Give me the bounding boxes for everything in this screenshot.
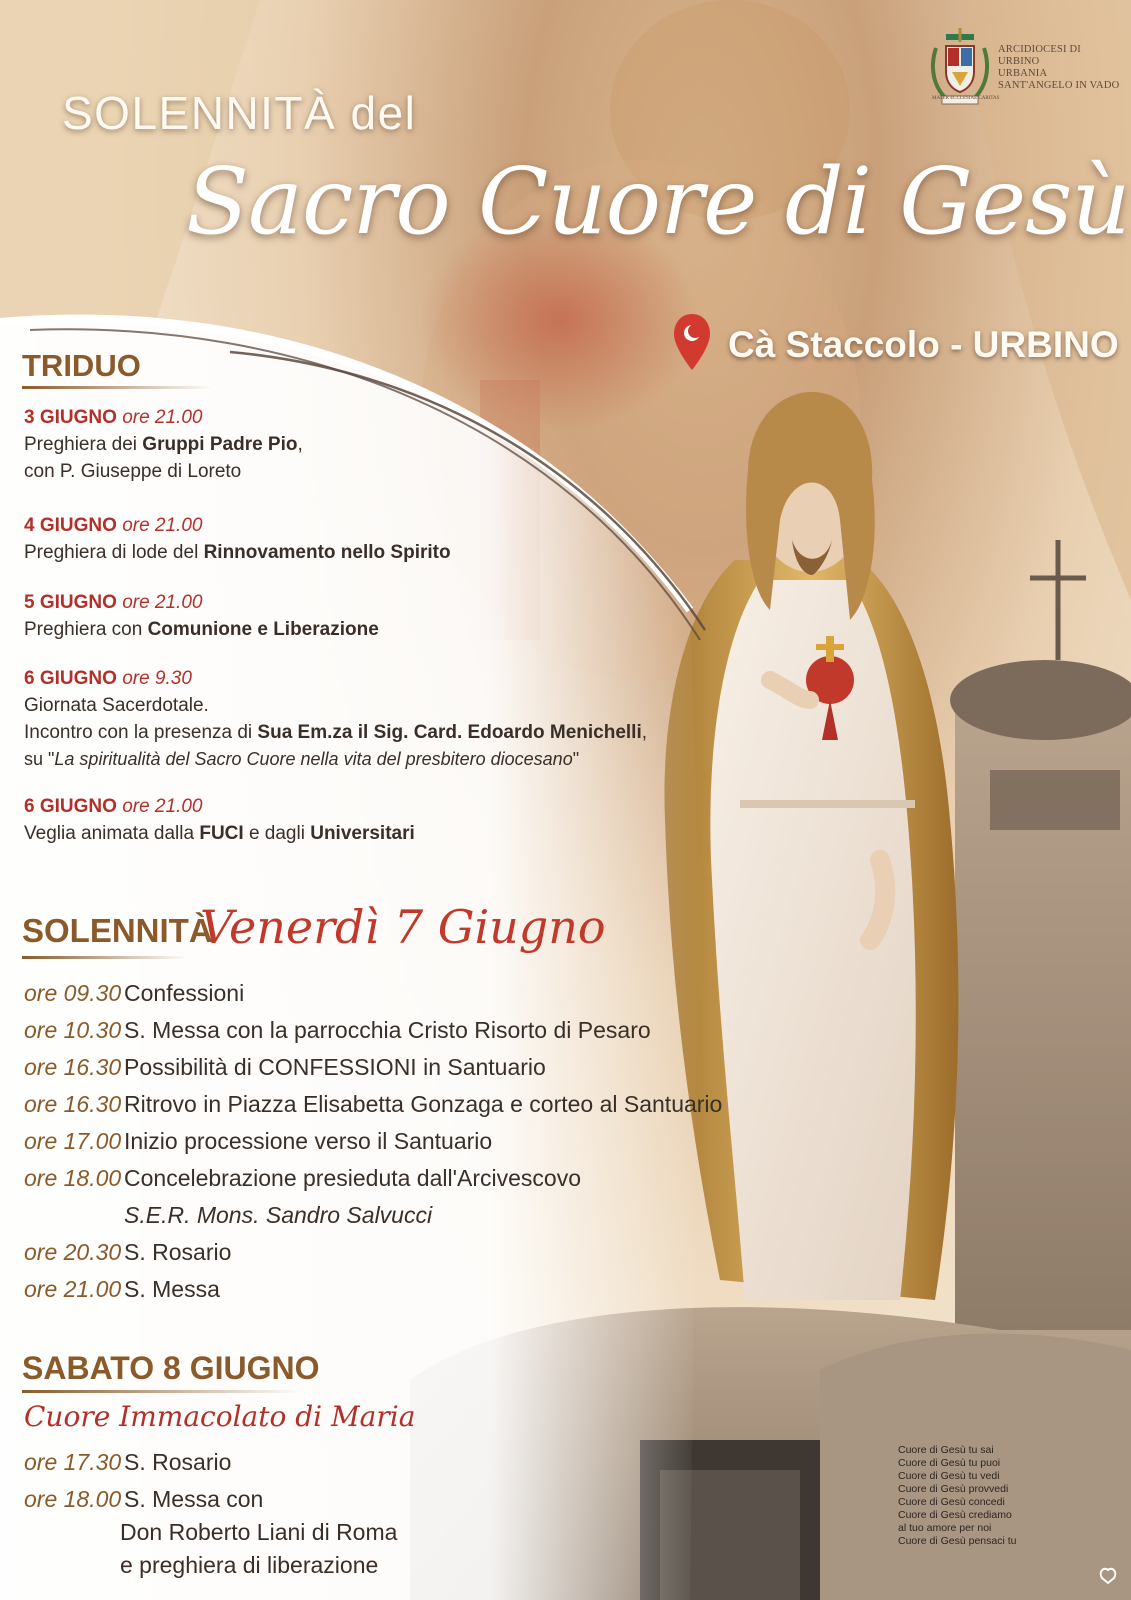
event-text: Giornata Sacerdotale.: [24, 695, 209, 716]
triduo-underline: [22, 386, 212, 389]
event-text: Preghiera con: [24, 619, 148, 640]
event-date: 3 GIUGNO: [24, 407, 117, 428]
triduo-event: [24, 404, 684, 485]
schedule-row: [24, 1012, 684, 1049]
map-pin-icon: [672, 312, 712, 372]
event-text-italic: La spiritualità del Sacro Cuore nella vita del presbitero diocesano: [54, 749, 573, 769]
schedule-text: Ritrovo in Piazza Elisabetta Gonzaga e corteo al Santuario: [124, 1091, 723, 1117]
sabato-heading: SABATO 8 GIUGNO: [22, 1350, 320, 1386]
schedule-row: [24, 1516, 684, 1549]
schedule-row: [24, 975, 684, 1012]
sabato-subtitle: Cuore Immacolato di Maria: [24, 1400, 416, 1433]
schedule-time: ore 10.30: [24, 1017, 122, 1043]
schedule-time: ore 18.00: [24, 1165, 122, 1191]
event-text: su ": [24, 749, 55, 769]
schedule-row: [24, 1483, 684, 1516]
prayer-line: Cuore di Gesù provvedi: [898, 1483, 1009, 1495]
event-time: ore 21.00: [122, 407, 203, 428]
event-text: ,: [297, 434, 303, 455]
designer-mark-icon: [1096, 1562, 1120, 1586]
event-text-bold: Comunione e Liberazione: [147, 619, 379, 640]
schedule-text: Confessioni: [124, 980, 245, 1006]
schedule-text: Possibilità di CONFESSIONI in Santuario: [124, 1054, 546, 1080]
logo-line: URBINO: [998, 56, 1040, 67]
location-label: Cà Staccolo - URBINO: [728, 324, 1119, 365]
event-text: ,: [641, 722, 648, 743]
prayer-line: Cuore di Gesù tu puoi: [898, 1457, 1001, 1469]
prayer-line: Cuore di Gesù pensaci tu: [898, 1535, 1017, 1547]
schedule-row: [24, 1160, 684, 1197]
event-text-bold: Rinnovamento nello Spirito: [203, 542, 451, 563]
schedule-text: S. Messa con: [124, 1486, 264, 1512]
schedule-time: ore 17.00: [24, 1128, 122, 1154]
schedule-time: ore 21.00: [24, 1276, 122, 1302]
event-text-bold: FUCI: [199, 823, 244, 844]
title-prefix: SOLENNITÀ del: [62, 87, 417, 139]
event-text: Incontro con la presenza di: [24, 722, 258, 743]
schedule-row: [24, 1271, 684, 1308]
schedule-time: ore 17.30: [24, 1449, 122, 1475]
schedule-row: [24, 1086, 723, 1123]
sabato-schedule: [24, 1446, 684, 1582]
event-text-bold: Universitari: [310, 823, 415, 844]
schedule-text: S. Rosario: [124, 1449, 232, 1475]
event-text-bold: Gruppi Padre Pio: [142, 434, 298, 455]
schedule-text: Concelebrazione presieduta dall'Arcivescovo: [124, 1165, 581, 1191]
schedule-row: [24, 1446, 684, 1479]
triduo-event: [24, 793, 684, 847]
logo-line: ARCIDIOCESI DI: [998, 44, 1082, 55]
logo-motto: MATER ECCLESIAE CARITAS: [932, 96, 1000, 101]
schedule-text: S. Messa: [124, 1276, 220, 1302]
event-date: 6 GIUGNO: [24, 796, 117, 817]
schedule-time: ore 20.30: [24, 1239, 122, 1265]
event-text: con P. Giuseppe di Loreto: [24, 461, 242, 482]
schedule-row: [24, 1549, 684, 1582]
solennita-schedule: [24, 975, 723, 1308]
event-time: ore 9.30: [122, 668, 192, 689]
prayer-inscription: [898, 1444, 1016, 1548]
event-date: 5 GIUGNO: [24, 592, 117, 613]
schedule-text: Don Roberto Liani di Roma: [120, 1519, 398, 1545]
triduo-event: [24, 512, 684, 566]
triduo-heading: TRIDUO: [22, 348, 141, 383]
schedule-time: ore 09.30: [24, 980, 122, 1006]
schedule-time: ore 16.30: [24, 1054, 122, 1080]
event-text: ": [572, 749, 580, 769]
event-text: Veglia animata dalla: [24, 823, 200, 844]
schedule-text: S.E.R. Mons. Sandro Salvucci: [124, 1202, 433, 1228]
sabato-underline: [22, 1390, 302, 1393]
schedule-text: Inizio processione verso il Santuario: [124, 1128, 493, 1154]
schedule-row: [24, 1234, 684, 1271]
event-time: ore 21.00: [122, 592, 203, 613]
triduo-event: [24, 589, 684, 643]
prayer-line: Cuore di Gesù tu sai: [898, 1444, 994, 1456]
schedule-text: e preghiera di liberazione: [120, 1552, 379, 1578]
prayer-line: al tuo amore per noi: [898, 1522, 992, 1534]
solennita-heading: SOLENNITÀ: [22, 912, 213, 949]
schedule-text: S. Rosario: [124, 1239, 232, 1265]
prayer-line: Cuore di Gesù tu vedi: [898, 1470, 1000, 1482]
logo-line: URBANIA: [998, 68, 1048, 79]
schedule-text: S. Messa con la parrocchia Cristo Risorto di Pesaro: [124, 1017, 651, 1043]
solennita-underline: [22, 956, 187, 959]
schedule-row: [24, 1123, 684, 1160]
logo-line: SANT'ANGELO IN VADO: [998, 80, 1120, 91]
event-time: ore 21.00: [122, 515, 203, 536]
event-text-bold: Sua Em.za il Sig. Card. Edoardo Menichelli: [257, 722, 642, 743]
event-text: Preghiera dei: [24, 434, 143, 455]
archdiocese-name: [998, 44, 1119, 92]
schedule-time: ore 16.30: [24, 1091, 122, 1117]
prayer-line: Cuore di Gesù concedi: [898, 1496, 1005, 1508]
event-date: 4 GIUGNO: [24, 515, 117, 536]
prayer-line: Cuore di Gesù crediamo: [898, 1509, 1012, 1521]
event-date: 6 GIUGNO: [24, 668, 117, 689]
solennita-date: Venerdì 7 Giugno: [200, 900, 606, 954]
schedule-time: ore 18.00: [24, 1486, 122, 1512]
schedule-row: [24, 1049, 684, 1086]
event-text: Preghiera di lode del: [24, 542, 204, 563]
triduo-event: [24, 665, 684, 773]
schedule-row: [24, 1197, 684, 1234]
page-title: Sacro Cuore di Gesù: [186, 148, 1130, 255]
event-time: ore 21.00: [122, 796, 203, 817]
event-text: e dagli: [243, 823, 311, 844]
